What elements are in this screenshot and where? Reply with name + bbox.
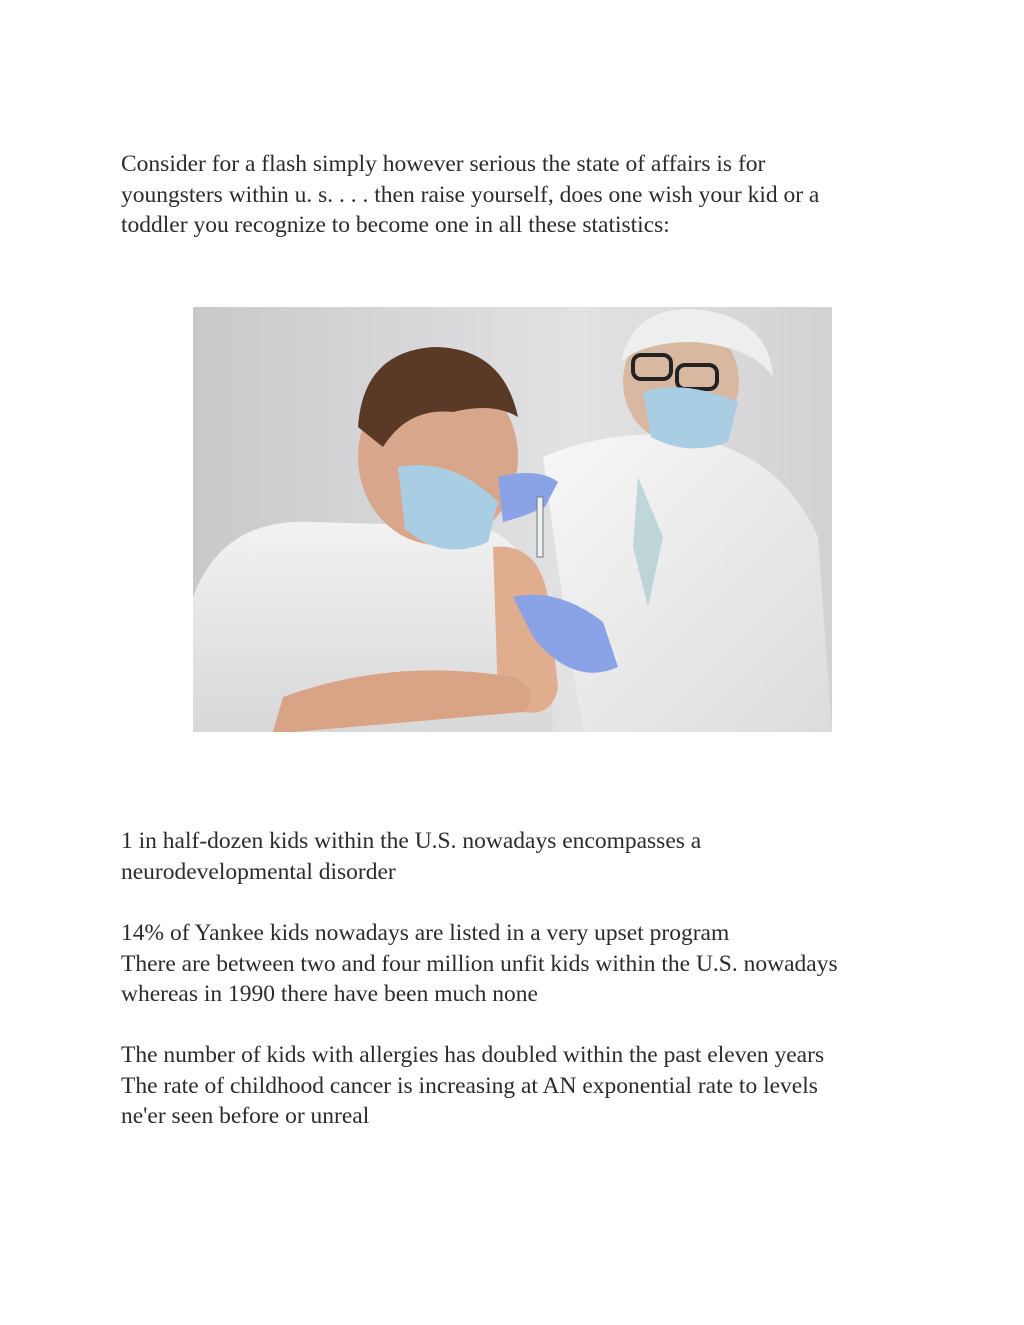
text-line: There are between two and four million unfit kids within the U.S. nowadays bbox=[121, 950, 838, 977]
intro-paragraph bbox=[121, 149, 911, 241]
statistic-paragraph bbox=[121, 826, 911, 887]
statistic-paragraph bbox=[121, 918, 911, 1010]
text-line: ne'er seen before or unreal bbox=[121, 1103, 370, 1129]
text-line: 1 in half-dozen kids within the U.S. nowadays encompasses a bbox=[121, 828, 702, 854]
statistic-paragraph bbox=[121, 1040, 911, 1132]
vaccination-photo bbox=[193, 307, 832, 732]
text-line: neurodevelopmental disorder bbox=[121, 858, 396, 885]
text-line: toddler you recognize to become one in all these statistics: bbox=[121, 212, 670, 238]
text-line: The number of kids with allergies has doubled within the past eleven years bbox=[121, 1042, 825, 1068]
text-line: youngsters within u. s. . . . then raise yourself, does one wish your kid or a bbox=[121, 181, 820, 208]
text-line: whereas in 1990 there have been much none bbox=[121, 981, 538, 1007]
text-line: 14% of Yankee kids nowadays are listed in a very upset program bbox=[121, 920, 730, 946]
text-line: Consider for a flash simply however serious the state of affairs is for bbox=[121, 151, 766, 177]
text-line: The rate of childhood cancer is increasing at AN exponential rate to levels bbox=[121, 1072, 818, 1099]
